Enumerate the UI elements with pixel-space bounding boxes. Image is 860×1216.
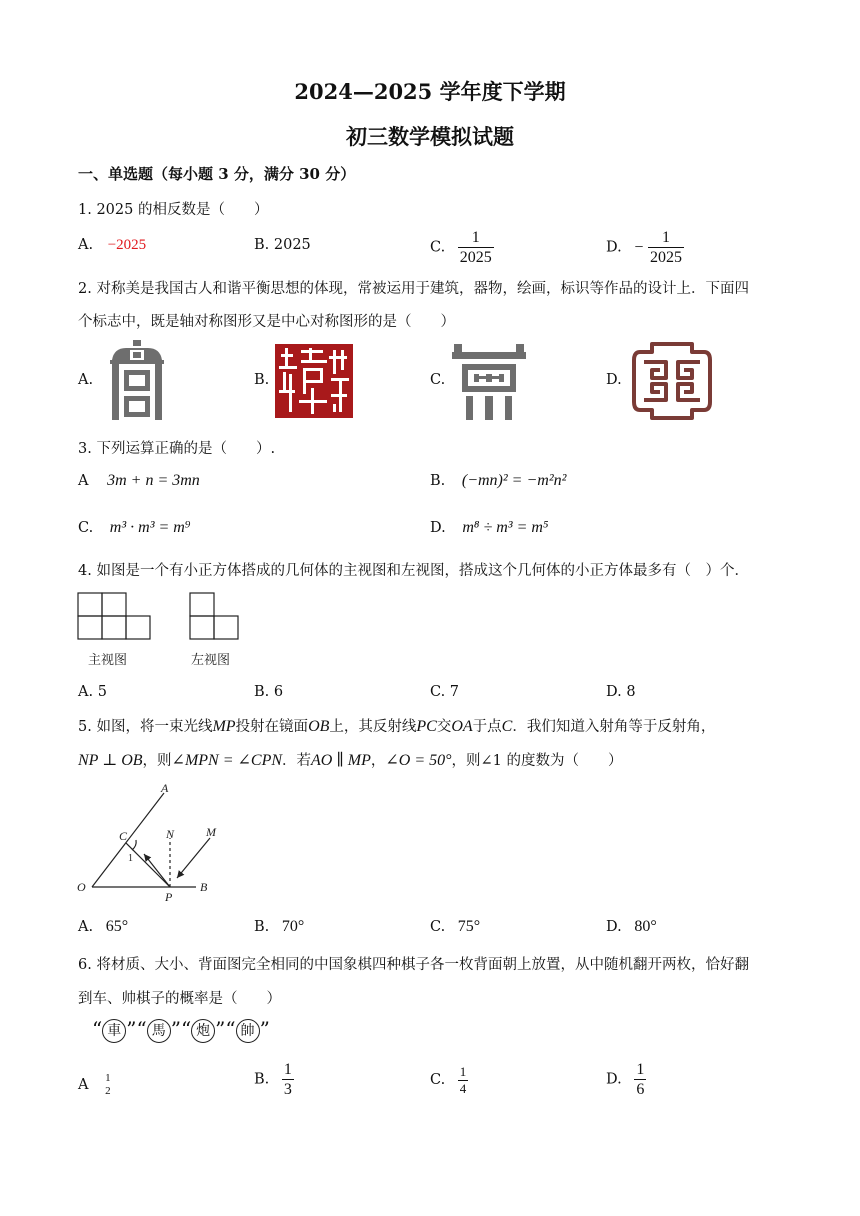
q2-stem-line1: 2. 对称美是我国古人和谐平衡思想的体现，常被运用于建筑，器物，绘画，标识等作品的设计上．下面四: [78, 281, 749, 297]
section-heading: 一、单选题（每小题 3 分，满分 30 分）: [78, 165, 356, 183]
chess-piece-che: 車: [102, 1019, 126, 1043]
q4-option-d: D. 8: [606, 684, 636, 700]
q4-option-c: C. 7: [430, 684, 460, 700]
q2-option-b-label: B.: [254, 372, 270, 388]
q3-stem: 3. 下列运算正确的是（ ）.: [78, 441, 276, 457]
bronze-vessel-logo-icon: [452, 338, 526, 424]
q5-stem-line2: NP ⊥ OB，则∠MPN = ∠CPN．若AO ∥ MP，∠O = 50°，则∠1 的度数为（ ）: [78, 752, 623, 769]
fig-label-o: O: [77, 880, 86, 894]
q2-option-a-label: A.: [78, 372, 94, 388]
q2-stem-line2: 个标志中，既是轴对称图形又是中心对称图形的是（ ）: [78, 314, 455, 330]
q1-option-b: B. 2025: [254, 237, 311, 253]
fig-label-a: A: [161, 781, 169, 795]
q1-stem: 1. 2025 的相反数是（ ）: [78, 202, 269, 218]
q5-option-d: D. 80°: [606, 918, 657, 935]
red-seal-logo-icon: [275, 344, 353, 422]
q6-option-c: C. $\frac{1}{4}$: [430, 1064, 467, 1096]
q5-option-a: A. 65°: [78, 918, 129, 935]
q1-option-d: D. − $\frac{1}{2025}$: [606, 229, 682, 267]
q2-option-c-label: C.: [430, 372, 446, 388]
q6-option-a-fraction: 1 2: [105, 1072, 111, 1098]
q6-option-a: A 1 2: [78, 1072, 111, 1098]
chess-piece-ma: 馬: [147, 1019, 171, 1043]
q3-option-b: B. (−mn)² = −m²n²: [430, 472, 567, 489]
exam-title-line1: 2024—2025 学年度下学期: [294, 79, 566, 104]
q2-option-d-label: D.: [606, 372, 622, 388]
spiral-knot-logo-icon: [630, 340, 714, 426]
front-view-figure: [77, 592, 151, 645]
q4-option-a: A. 5: [78, 684, 107, 700]
q6-option-d: D. $\frac{1}{6}$: [606, 1061, 645, 1099]
q6-stem-line1: 6. 将材质、大小、背面图完全相同的中国象棋四种棋子各一枚背面朝上放置，从中随机翻开两枚，恰好翻: [78, 957, 749, 973]
pavilion-logo-icon: [106, 340, 168, 424]
q5-stem-line1: 5. 如图，将一束光线MP投射在镜面OB上，其反射线PC交OA于点C．我们知道入射角等于反射角，: [78, 718, 716, 735]
q1-option-d-fraction: $\frac{1}{2025}$: [649, 229, 682, 267]
q3-option-d: D. m⁸ ÷ m³ = m⁵: [430, 519, 549, 536]
fig-label-c: C: [119, 829, 128, 843]
q5-option-b: B. 70°: [254, 918, 305, 935]
q1-option-c: C. $\frac{1}{2025}$: [430, 229, 492, 267]
q6-option-b-fraction: $\frac{1}{3}$: [283, 1061, 292, 1099]
fig-label-angle-1: 1: [128, 853, 133, 864]
q1-option-c-fraction: $\frac{1}{2025}$: [459, 229, 492, 267]
q6-option-d-fraction: $\frac{1}{6}$: [636, 1061, 645, 1099]
fig-label-m: M: [206, 825, 216, 839]
front-view-caption: 主视图: [88, 653, 128, 668]
q4-option-b: B. 6: [254, 684, 284, 700]
left-view-figure: [189, 592, 239, 645]
fig-label-b: B: [200, 880, 208, 894]
left-view-caption: 左视图: [191, 653, 231, 668]
fig-label-p: P: [165, 890, 173, 904]
q4-stem: 4. 如图是一个有小正方体搭成的几何体的主视图和左视图，搭成这个几何体的小正方体最多有（ ）个．: [78, 563, 749, 579]
q1-option-a-value: −2025: [107, 237, 147, 253]
q6-stem-line2: 到车、帅棋子的概率是（ ）: [78, 991, 281, 1007]
q5-geometry-figure: [74, 780, 224, 910]
chess-piece-pao: 炮: [191, 1019, 215, 1043]
fig-label-n: N: [166, 827, 175, 841]
q1-option-a: A. −2025: [78, 237, 147, 253]
q3-option-c: C. m³ · m³ = m⁹: [78, 519, 191, 536]
q6-option-c-fraction: $\frac{1}{4}$: [459, 1064, 467, 1096]
exam-title-line2: 初三数学模拟试题: [346, 124, 514, 149]
q3-option-a: A 3m + n = 3mn: [78, 472, 200, 489]
chess-pieces-row: “ 車 ”“ 馬 ”“ 炮 ”“ 帥 ”: [92, 1017, 270, 1041]
q6-option-b: B. $\frac{1}{3}$: [254, 1061, 292, 1099]
q5-option-c: C. 75°: [430, 918, 481, 935]
chess-piece-shuai: 帥: [236, 1019, 260, 1043]
